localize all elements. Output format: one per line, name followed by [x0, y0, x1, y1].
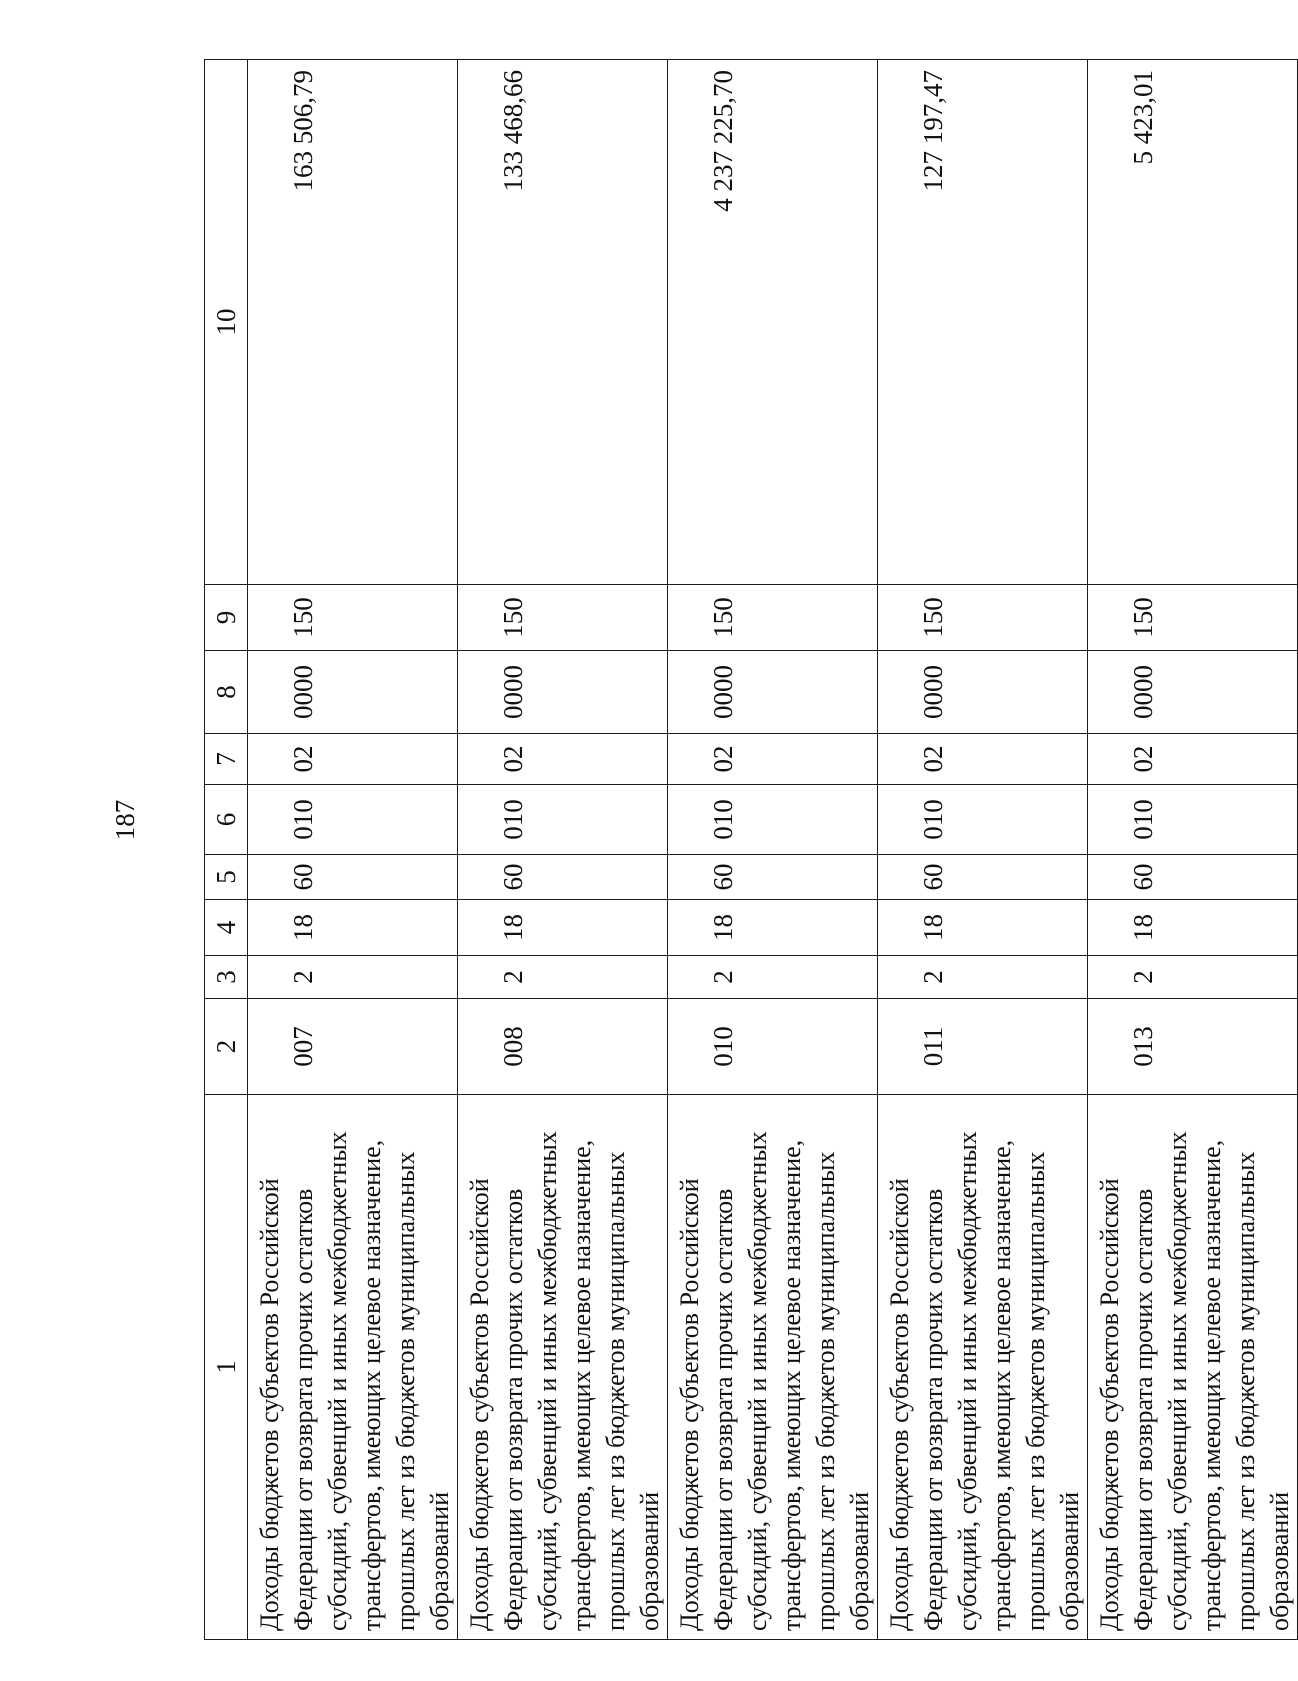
revenue-table — [204, 59, 1298, 1640]
code-economic: 150 — [458, 585, 668, 651]
code-economic: 150 — [668, 585, 878, 651]
code-element: 02 — [248, 734, 458, 785]
column-header: 4 — [205, 900, 248, 956]
code-program: 0000 — [1088, 651, 1298, 734]
revenue-table-container — [204, 60, 1294, 1640]
code-subarticle: 010 — [458, 785, 668, 855]
code-group: 2 — [668, 956, 878, 999]
code-subgroup: 18 — [458, 900, 668, 956]
admin-code: 013 — [1088, 999, 1298, 1095]
code-economic: 150 — [248, 585, 458, 651]
code-subarticle: 010 — [668, 785, 878, 855]
amount: 127 197,47 — [878, 60, 1088, 585]
code-subgroup: 18 — [1088, 900, 1298, 956]
table-row — [878, 60, 1088, 1640]
code-program: 0000 — [878, 651, 1088, 734]
code-group: 2 — [248, 956, 458, 999]
code-economic: 150 — [878, 585, 1088, 651]
code-program: 0000 — [248, 651, 458, 734]
column-header: 1 — [205, 1095, 248, 1640]
table-row — [248, 60, 458, 1640]
code-group: 2 — [458, 956, 668, 999]
column-header: 10 — [205, 60, 248, 585]
code-article: 60 — [1088, 855, 1298, 900]
code-article: 60 — [458, 855, 668, 900]
code-group: 2 — [1088, 956, 1298, 999]
revenue-description: Доходы бюджетов субъектов Российской Федерации от возврата прочих остатков субсидий, субвенций и иных межбюджетных трансфертов, имеющих целевое назначение, прошлых лет из бюджетов муниципальных образований — [878, 1095, 1088, 1640]
rotated-page — [50, 40, 1294, 1640]
revenue-description: Доходы бюджетов субъектов Российской Федерации от возврата прочих остатков субсидий, субвенций и иных межбюджетных трансфертов, имеющих целевое назначение, прошлых лет из бюджетов муниципальных образований — [1088, 1095, 1298, 1640]
code-economic: 150 — [1088, 585, 1298, 651]
admin-code: 010 — [668, 999, 878, 1095]
code-program: 0000 — [668, 651, 878, 734]
amount: 163 506,79 — [248, 60, 458, 585]
code-element: 02 — [1088, 734, 1298, 785]
admin-code: 011 — [878, 999, 1088, 1095]
code-subarticle: 010 — [878, 785, 1088, 855]
amount: 4 237 225,70 — [668, 60, 878, 585]
header-row — [205, 60, 248, 1640]
code-subgroup: 18 — [668, 900, 878, 956]
column-header: 7 — [205, 734, 248, 785]
table-row — [1088, 60, 1298, 1640]
code-subarticle: 010 — [1088, 785, 1298, 855]
column-header: 9 — [205, 585, 248, 651]
revenue-description: Доходы бюджетов субъектов Российской Федерации от возврата прочих остатков субсидий, субвенций и иных межбюджетных трансфертов, имеющих целевое назначение, прошлых лет из бюджетов муниципальных образований — [668, 1095, 878, 1640]
table-row — [668, 60, 878, 1640]
code-program: 0000 — [458, 651, 668, 734]
code-element: 02 — [878, 734, 1088, 785]
code-element: 02 — [668, 734, 878, 785]
column-header: 3 — [205, 956, 248, 999]
amount: 5 423,01 — [1088, 60, 1298, 585]
column-header: 5 — [205, 855, 248, 900]
admin-code: 007 — [248, 999, 458, 1095]
amount: 133 468,66 — [458, 60, 668, 585]
column-header: 8 — [205, 651, 248, 734]
code-subgroup: 18 — [248, 900, 458, 956]
page-number: 187 — [110, 799, 140, 841]
table-row — [458, 60, 668, 1640]
code-article: 60 — [878, 855, 1088, 900]
code-element: 02 — [458, 734, 668, 785]
revenue-description: Доходы бюджетов субъектов Российской Федерации от возврата прочих остатков субсидий, субвенций и иных межбюджетных трансфертов, имеющих целевое назначение, прошлых лет из бюджетов муниципальных образований — [458, 1095, 668, 1640]
column-header: 6 — [205, 785, 248, 855]
code-article: 60 — [668, 855, 878, 900]
column-header: 2 — [205, 999, 248, 1095]
code-subarticle: 010 — [248, 785, 458, 855]
admin-code: 008 — [458, 999, 668, 1095]
code-article: 60 — [248, 855, 458, 900]
revenue-description: Доходы бюджетов субъектов Российской Федерации от возврата прочих остатков субсидий, субвенций и иных межбюджетных трансфертов, имеющих целевое назначение, прошлых лет из бюджетов муниципальных образований — [248, 1095, 458, 1640]
code-group: 2 — [878, 956, 1088, 999]
code-subgroup: 18 — [878, 900, 1088, 956]
